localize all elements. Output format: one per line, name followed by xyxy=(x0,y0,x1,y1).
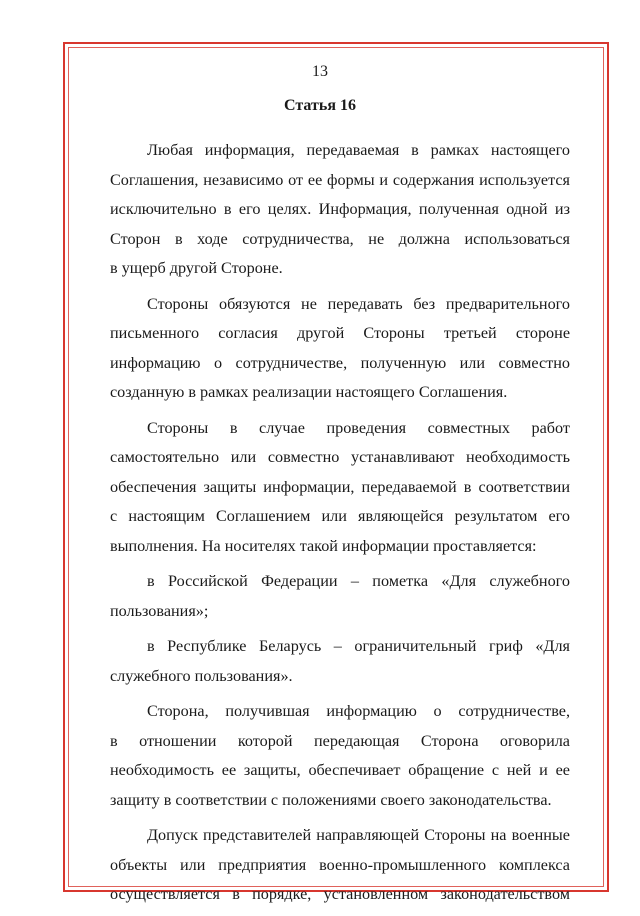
paragraph-line: письменного согласия другой Стороны третьей стороне xyxy=(110,324,570,342)
paragraph-line: исключительно в его целях. Информация, полученная одной из xyxy=(110,200,570,218)
article-title: Статья 16 xyxy=(284,97,356,114)
paragraph-line: Допуск представителей направляющей Стороны на военные xyxy=(147,826,570,844)
paragraph-line: информацию о сотрудничестве, полученную или совместно xyxy=(110,353,570,372)
paragraph-line: Сторона, получившая информацию о сотрудничестве, xyxy=(147,702,570,720)
paragraph-line: пользования»; xyxy=(110,601,209,620)
paragraph-line: обеспечения защиты информации, передаваемой в соответствии xyxy=(110,477,570,496)
paragraph xyxy=(110,697,570,815)
paragraph-line: с настоящим Соглашением или являющейся результатом его xyxy=(110,507,570,525)
paragraph-line: осуществляется в порядке, установленном законодательством xyxy=(110,885,570,903)
paragraph-line: Соглашения, независимо от ее формы и содержания используется xyxy=(110,170,570,189)
paragraph-line: Стороны обязуются не передавать без предварительного xyxy=(147,294,570,313)
paragraph xyxy=(110,290,570,408)
paragraph xyxy=(110,136,570,284)
paragraph-line: служебного пользования». xyxy=(110,666,293,685)
article-body xyxy=(110,136,570,916)
paragraph-line: в ущерб другой Стороне. xyxy=(110,259,283,277)
paragraph-line: самостоятельно или совместно устанавливают необходимость xyxy=(110,448,570,466)
page-number: 13 xyxy=(312,63,328,80)
paragraph-line: созданную в рамках реализации настоящего Соглашения. xyxy=(110,383,508,401)
paragraph xyxy=(110,821,570,910)
paragraph xyxy=(110,414,570,562)
paragraph xyxy=(110,567,570,626)
paragraph xyxy=(110,632,570,691)
paragraph-line: Сторон в ходе сотрудничества, не должна использоваться xyxy=(110,229,570,248)
paragraph-line: в отношении которой передающая Сторона оговорила xyxy=(110,731,570,750)
paragraph-line: выполнения. На носителях такой информации проставляется: xyxy=(110,536,537,555)
paragraph-line: в Российской Федерации – пометка «Для служебного xyxy=(147,572,570,590)
paragraph-line: Любая информация, передаваемая в рамках настоящего xyxy=(147,141,570,159)
paragraph-line: в Республике Беларусь – ограничительный гриф «Для xyxy=(147,637,570,655)
paragraph-line: защиту в соответствии с положениями своего законодательства. xyxy=(110,790,552,809)
paragraph-line: необходимость ее защиты, обеспечивает обращение с ней и ее xyxy=(110,761,570,779)
paragraph-line: объекты или предприятия военно-промышленного комплекса xyxy=(110,855,570,874)
paragraph-line: Стороны в случае проведения совместных работ xyxy=(147,418,570,437)
